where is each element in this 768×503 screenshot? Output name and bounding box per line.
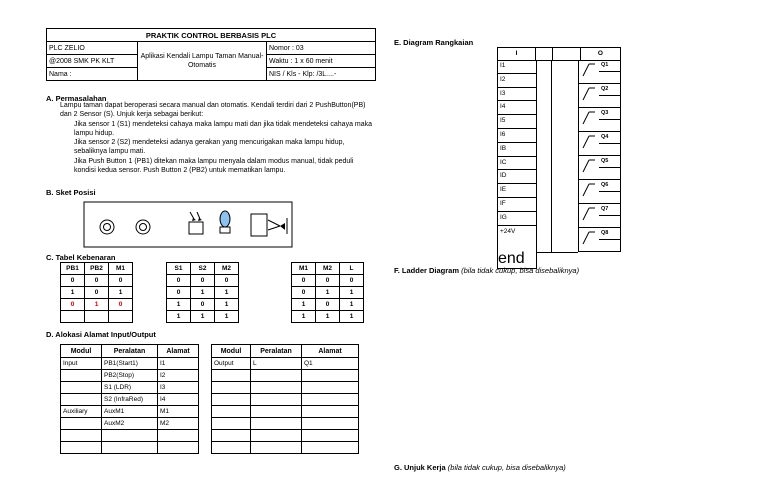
alloc-cell: Input xyxy=(61,358,102,370)
alloc-cell: L xyxy=(251,358,302,370)
alloc-cell xyxy=(302,382,359,394)
output-label: Q1 xyxy=(601,62,609,68)
section-c-title: C. Tabel Kebenaran xyxy=(46,253,116,262)
alloc-header: Alamat xyxy=(158,345,199,358)
alloc-cell xyxy=(302,430,359,442)
tt2-header: S1 xyxy=(167,263,191,275)
tt3-cell: 0 xyxy=(316,299,340,311)
tt3-header: M1 xyxy=(292,263,316,275)
doc-title: PRAKTIK CONTROL BERBASIS PLC xyxy=(47,29,376,42)
relay-contact-icon xyxy=(581,158,597,174)
tt1-cell xyxy=(61,311,85,323)
alloc-cell xyxy=(302,370,359,382)
section-g-title xyxy=(394,463,566,472)
output-relay xyxy=(579,156,620,180)
circuit-diagram-table xyxy=(497,47,621,61)
input-terminal: I5 xyxy=(498,115,536,129)
output-label: Q4 xyxy=(601,134,609,140)
alloc-header: Modul xyxy=(61,345,102,358)
alloc-cell xyxy=(212,418,251,430)
alloc-cell xyxy=(251,394,302,406)
output-label: Q8 xyxy=(601,230,609,236)
alloc-cell: I3 xyxy=(158,382,199,394)
alloc-cell: AuxM2 xyxy=(102,418,158,430)
tt1-cell: 0 xyxy=(109,275,133,287)
ldr-sensor-icon xyxy=(189,212,203,234)
relay-contact-icon xyxy=(581,62,597,78)
section-b-title: B. Sket Posisi xyxy=(46,188,96,197)
tt3-cell: 0 xyxy=(340,275,364,287)
relay-contact-icon xyxy=(581,110,597,126)
tt2-cell: 1 xyxy=(215,287,239,299)
tt1-cell: 1 xyxy=(61,287,85,299)
tt1-cell: 0 xyxy=(85,275,109,287)
input-terminal: IF xyxy=(498,198,536,212)
relay-contact-icon xyxy=(581,230,597,246)
alloc-cell xyxy=(102,430,158,442)
tt1-cell xyxy=(109,311,133,323)
alloc-cell: Output xyxy=(212,358,251,370)
alloc-cell xyxy=(212,394,251,406)
tt2-cell: 0 xyxy=(167,275,191,287)
relay-contact-icon xyxy=(581,134,597,150)
input-terminal: I6 xyxy=(498,129,536,143)
alloc-header: Peralatan xyxy=(102,345,158,358)
tt1-cell: 1 xyxy=(85,299,109,311)
relay-contact-icon xyxy=(581,86,597,102)
tt1-header: M1 xyxy=(109,263,133,275)
alloc-table-input xyxy=(60,344,199,454)
section-d-title: D. Alokasi Alamat Input/Output xyxy=(46,330,156,339)
input-terminal: IG xyxy=(498,212,536,226)
alloc-cell: PB2(Stop) xyxy=(102,370,158,382)
tt3-cell: 0 xyxy=(316,275,340,287)
tt3-cell: 1 xyxy=(292,299,316,311)
alloc-cell xyxy=(251,406,302,418)
section-a-point2: Jika sensor 2 (S2) mendeteksi adanya gerakan yang mencurigakan maka lampu hidup, sebaliknya lampu mati. xyxy=(74,139,345,155)
plc-body-mid xyxy=(551,60,578,253)
tt3-cell: 1 xyxy=(340,311,364,323)
alloc-cell xyxy=(251,430,302,442)
alloc-cell xyxy=(61,430,102,442)
section-g-note: (bila tidak cukup, bisa disebaliknya) xyxy=(447,463,566,472)
section-f-title xyxy=(394,266,579,275)
diagram-spacer xyxy=(553,48,580,61)
output-relay xyxy=(579,108,620,132)
tt3-cell: 0 xyxy=(292,275,316,287)
waktu-field: Waktu : 1 x 60 menit xyxy=(267,55,376,68)
output-label: Q6 xyxy=(601,182,609,188)
tt1-cell: 0 xyxy=(61,299,85,311)
input-terminal: IE xyxy=(498,184,536,198)
output-relay xyxy=(579,180,620,204)
tt2-cell: 0 xyxy=(191,275,215,287)
tt1-cell: 0 xyxy=(61,275,85,287)
alloc-cell xyxy=(212,382,251,394)
tt3-cell: 1 xyxy=(340,299,364,311)
tt1-cell: 0 xyxy=(109,299,133,311)
alloc-cell xyxy=(61,370,102,382)
tt2-cell: 0 xyxy=(191,299,215,311)
relay-contact-icon xyxy=(581,182,597,198)
app-title: Aplikasi Kendali Lampu Taman Manual-Otomatis xyxy=(138,42,267,81)
section-f-label: F. Ladder Diagram xyxy=(394,266,460,275)
tt2-header: S2 xyxy=(191,263,215,275)
tt2-cell: 1 xyxy=(191,287,215,299)
tt1-header: PB2 xyxy=(85,263,109,275)
tt3-cell: 1 xyxy=(316,287,340,299)
section-e-title: E. Diagram Rangkaian xyxy=(394,38,474,47)
input-terminal: ID xyxy=(498,170,536,184)
tt1-header: PB1 xyxy=(61,263,85,275)
truth-table-2 xyxy=(166,262,239,323)
truth-table-1 xyxy=(60,262,133,323)
plc-body-strip xyxy=(537,60,552,253)
alloc-cell xyxy=(302,418,359,430)
infrared-sensor-icon xyxy=(251,214,287,236)
alloc-cell xyxy=(251,370,302,382)
tt2-cell: 1 xyxy=(191,311,215,323)
alloc-cell xyxy=(212,406,251,418)
alloc-cell xyxy=(61,442,102,454)
alloc-cell xyxy=(212,442,251,454)
alloc-table-output xyxy=(211,344,359,454)
tt3-header: M2 xyxy=(316,263,340,275)
alloc-cell: I2 xyxy=(158,370,199,382)
pushbutton-1-icon xyxy=(100,220,114,234)
alloc-cell xyxy=(61,394,102,406)
tt3-cell: 1 xyxy=(316,311,340,323)
section-a-intro: Lampu taman dapat beroperasi secara manual dan otomatis. Kendali terdiri dari 2 PushButton(PB) dan 2 Sensor (S). Unjuk kerja sebagai berikut: xyxy=(60,102,366,118)
tt2-cell: 1 xyxy=(215,299,239,311)
input-terminal-column: I1 I2 I3 I4 I5 I6 IB IC ID IE IF IG +24V end xyxy=(497,60,537,269)
alloc-header: Peralatan xyxy=(251,345,302,358)
alloc-cell xyxy=(251,442,302,454)
pushbutton-2-icon xyxy=(136,220,150,234)
copyright-label: @2008 SMK PK KLT xyxy=(47,55,138,68)
alloc-cell xyxy=(302,394,359,406)
tt2-cell: 1 xyxy=(215,311,239,323)
alloc-cell: PB1(Start1) xyxy=(102,358,158,370)
output-col-header: O xyxy=(580,48,620,61)
alloc-cell: Auxiliary xyxy=(61,406,102,418)
alloc-cell xyxy=(102,442,158,454)
plc-label: PLC ZELIO xyxy=(47,42,138,55)
section-a-point3: Jika Push Button 1 (PB1) ditekan maka lampu menyala dalam modus manual, tidak peduli kondisi kedua sensor. Push Button 2 (PB2) untuk mematikan lampu. xyxy=(74,158,354,174)
input-terminal: IB xyxy=(498,143,536,157)
alloc-cell xyxy=(61,382,102,394)
input-terminal: I4 xyxy=(498,101,536,115)
alloc-cell: I1 xyxy=(158,358,199,370)
alloc-cell xyxy=(212,430,251,442)
output-terminal-column xyxy=(578,60,621,252)
alloc-cell: S1 (LDR) xyxy=(102,382,158,394)
tt1-cell: 0 xyxy=(85,287,109,299)
tt3-header: L xyxy=(340,263,364,275)
tt2-cell: 0 xyxy=(167,287,191,299)
tt3-cell: 1 xyxy=(340,287,364,299)
diagram-spacer xyxy=(536,48,553,61)
alloc-cell xyxy=(302,442,359,454)
output-label: Q7 xyxy=(601,206,609,212)
nomor-field: Nomor : 03 xyxy=(267,42,376,55)
truth-table-3 xyxy=(291,262,364,323)
tt1-cell: 1 xyxy=(109,287,133,299)
tt1-cell xyxy=(85,311,109,323)
relay-contact-icon xyxy=(581,206,597,222)
output-label: Q5 xyxy=(601,158,609,164)
input-col-header: I xyxy=(498,48,536,61)
section-g-label: G. Unjuk Kerja xyxy=(394,463,446,472)
output-label: Q3 xyxy=(601,110,609,116)
alloc-cell xyxy=(251,382,302,394)
alloc-cell: I4 xyxy=(158,394,199,406)
output-relay xyxy=(579,228,620,251)
nama-field: Nama : xyxy=(47,68,138,81)
output-relay xyxy=(579,204,620,228)
input-terminal: IC xyxy=(498,157,536,171)
output-label: Q2 xyxy=(601,86,609,92)
tt2-cell: 1 xyxy=(167,311,191,323)
section-a-title: A. Permasalahan xyxy=(46,94,107,103)
lamp-icon xyxy=(220,211,230,233)
alloc-cell: AuxM1 xyxy=(102,406,158,418)
tt3-cell: 1 xyxy=(292,311,316,323)
alloc-cell: M1 xyxy=(158,406,199,418)
alloc-header: Modul xyxy=(212,345,251,358)
alloc-header: Alamat xyxy=(302,345,359,358)
header-table xyxy=(46,28,376,81)
output-relay xyxy=(579,132,620,156)
alloc-cell: Q1 xyxy=(302,358,359,370)
alloc-cell xyxy=(212,370,251,382)
input-terminal: I1 xyxy=(498,60,536,74)
alloc-cell xyxy=(158,442,199,454)
input-terminal: I2 xyxy=(498,74,536,88)
alloc-cell xyxy=(158,430,199,442)
alloc-cell xyxy=(251,418,302,430)
section-f-note: (bila tidak cukup, bisa disebaliknya) xyxy=(461,266,580,275)
tt2-cell: 0 xyxy=(215,275,239,287)
input-terminal: +24V xyxy=(500,227,516,235)
alloc-cell: S2 (InfraRed) xyxy=(102,394,158,406)
alloc-cell xyxy=(61,418,102,430)
tt2-cell: 1 xyxy=(167,299,191,311)
alloc-cell xyxy=(302,406,359,418)
nis-field: NIS / Kls - Klp: /3L....- xyxy=(267,68,376,81)
alloc-cell: M2 xyxy=(158,418,199,430)
section-a-point1: Jika sensor 1 (S1) mendeteksi cahaya maka lampu mati dan jika tidak mendeteksi cahaya maka lampu hidup. xyxy=(74,121,373,137)
output-relay xyxy=(579,84,620,108)
position-sketch xyxy=(80,200,300,250)
tt2-header: M2 xyxy=(215,263,239,275)
input-terminal: I3 xyxy=(498,88,536,102)
tt3-cell: 0 xyxy=(292,287,316,299)
output-relay xyxy=(579,60,620,84)
